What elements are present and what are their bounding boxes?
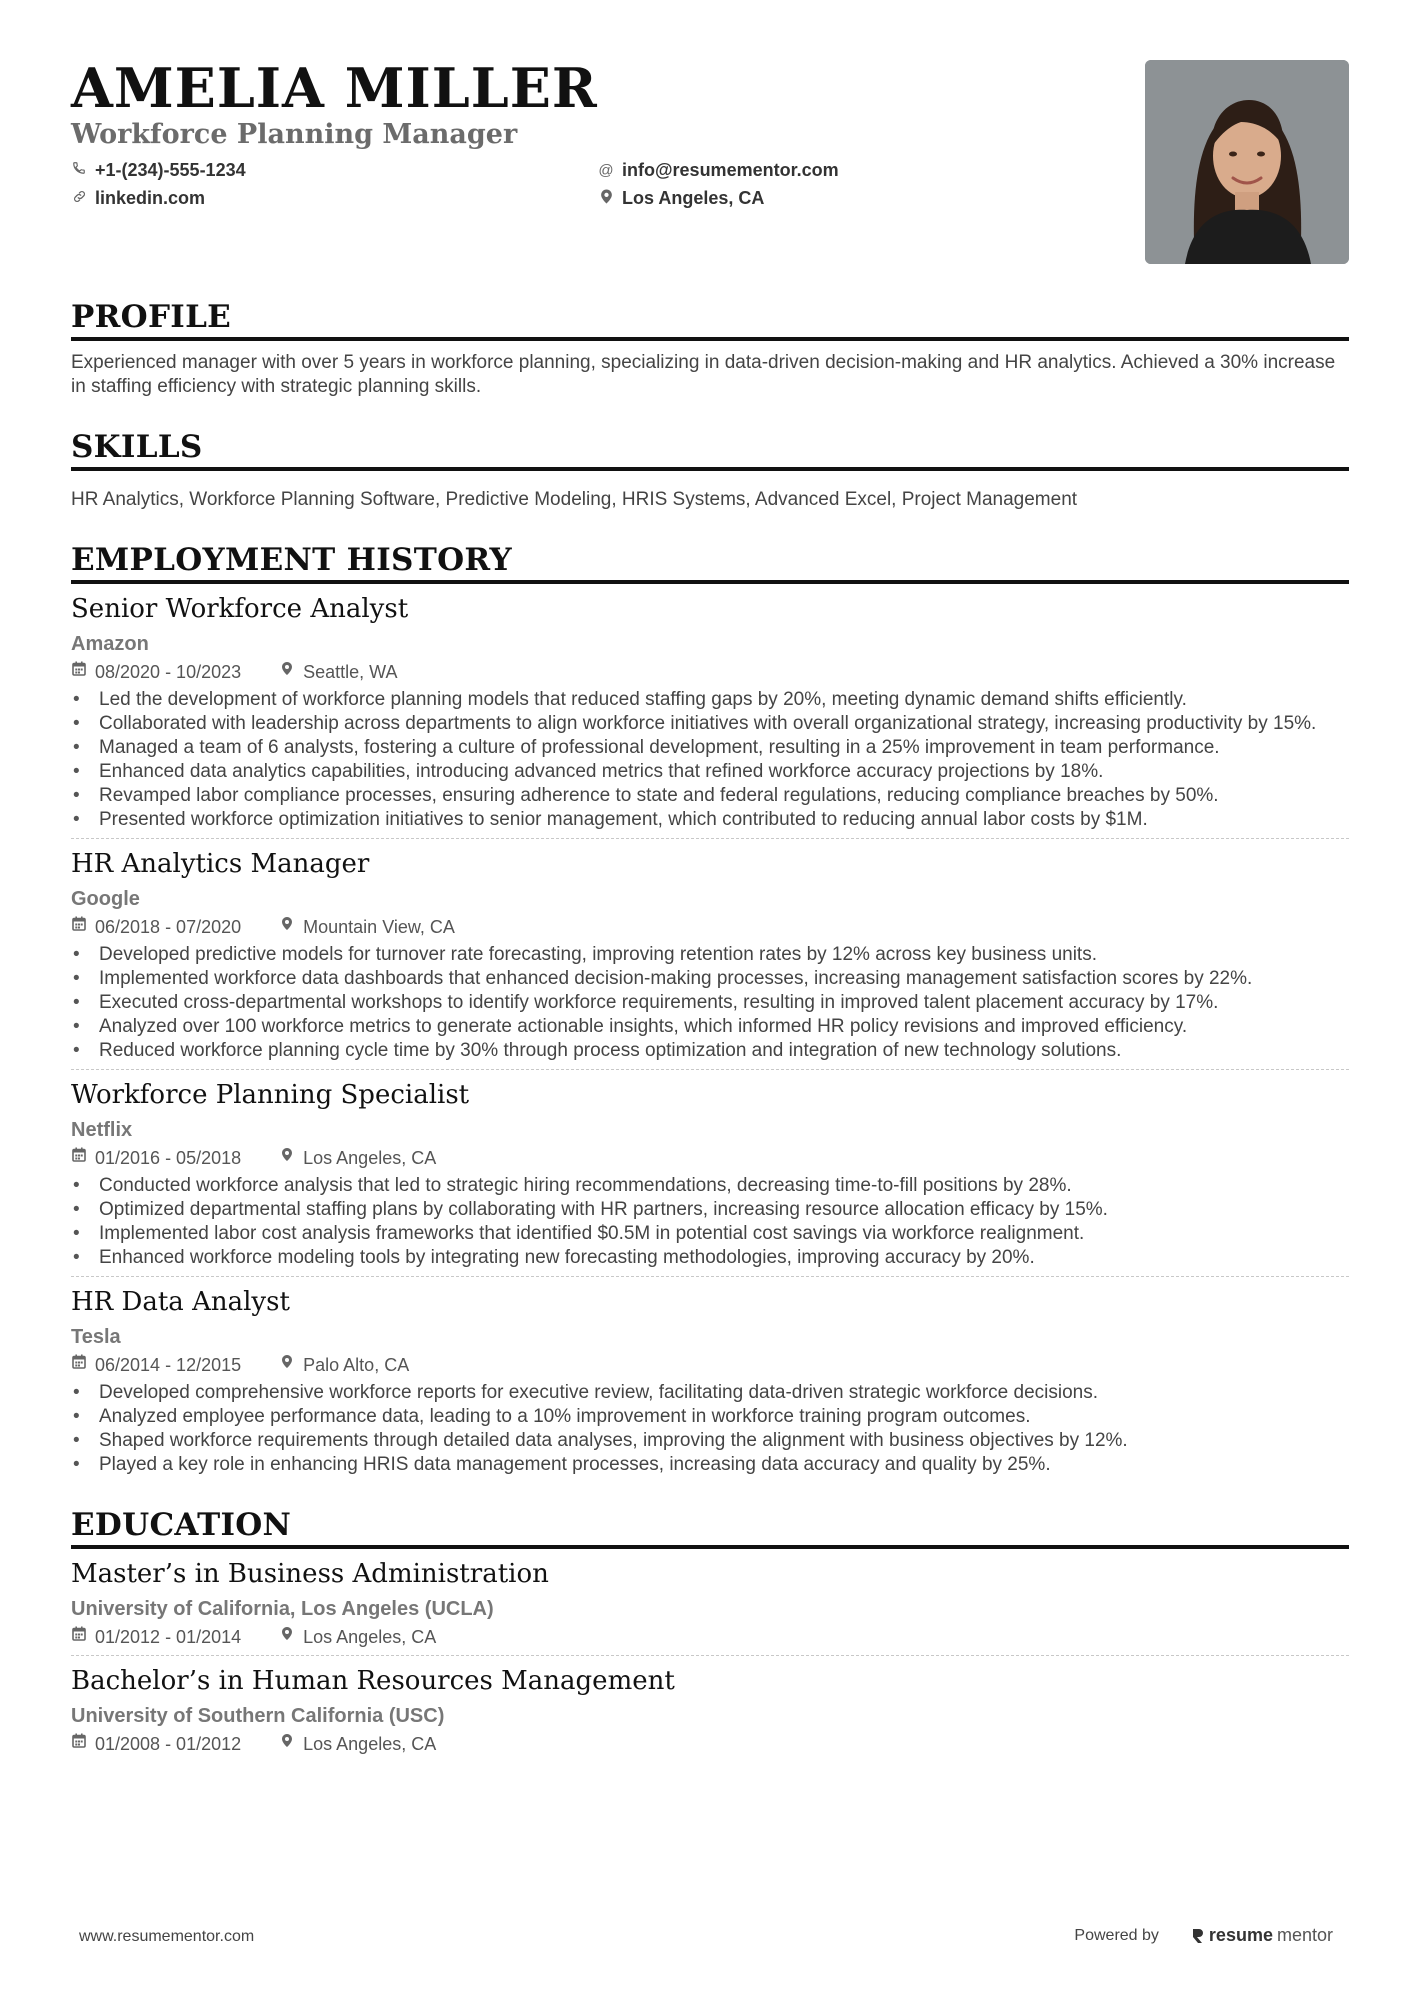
education-section — [71, 1507, 1349, 1762]
header — [71, 56, 1349, 209]
bullet-item: • Shaped workforce requirements through detailed data analyses, improving the alignment with business objectives by 12%. — [71, 1429, 1349, 1453]
entry-location: Los Angeles, CA — [303, 1147, 437, 1168]
map-pin-icon — [598, 189, 614, 208]
bullet-item: • Optimized departmental staffing plans by collaborating with HR partners, increasing resource allocation efficacy by 15%. — [71, 1198, 1349, 1222]
entry-meta — [71, 1732, 1349, 1756]
calendar-icon — [71, 1353, 87, 1377]
education-entry — [71, 1656, 1349, 1762]
bullet-list — [71, 1381, 1349, 1477]
entry-location: Seattle, WA — [303, 661, 398, 682]
section-heading-employment: EMPLOYMENT HISTORY — [71, 542, 1349, 584]
contact-email[interactable] — [598, 160, 998, 181]
entry-dates: 01/2016 - 05/2018 — [95, 1147, 242, 1168]
bullet-item: • Enhanced data analytics capabilities, introducing advanced metrics that refined workforce accuracy projections by 18%. — [71, 760, 1349, 784]
job-title: HR Analytics Manager — [71, 848, 370, 879]
bullet-item: • Enhanced workforce modeling tools by integrating new forecasting methodologies, improving accuracy by 20%. — [71, 1246, 1349, 1270]
profile-text: Experienced manager with over 5 years in workforce planning, specializing in data-driven decision-making and HR analytics. Achieved a 30% increase in staffing efficiency with strategic planning skills. — [71, 351, 1336, 397]
section-heading-skills: SKILLS — [71, 429, 1349, 471]
company-name: Netflix — [71, 1118, 133, 1141]
bullet-item: • Reduced workforce planning cycle time by 30% through process optimization and integration of new technology solutions. — [71, 1039, 1349, 1063]
entry-meta — [71, 1146, 1349, 1170]
job-list — [71, 584, 1349, 1483]
entry-meta — [71, 1353, 1349, 1377]
entry-meta — [71, 660, 1349, 684]
map-pin-icon — [279, 1146, 295, 1170]
school-name: University of Southern California (USC) — [71, 1704, 445, 1727]
bullet-item: • Led the development of workforce planning models that reduced staffing gaps by 20%, meeting dynamic demand shifts efficiently. — [71, 688, 1349, 712]
footer-powered — [1074, 1925, 1333, 1946]
brand-light: mentor — [1276, 1925, 1333, 1945]
bullet-item: • Conducted workforce analysis that led to strategic hiring recommendations, decreasing time-to-fill positions by 28%. — [71, 1174, 1349, 1198]
school-name: University of California, Los Angeles (UCLA) — [71, 1597, 494, 1620]
education-list — [71, 1549, 1349, 1762]
bullet-item: • Implemented workforce data dashboards that enhanced decision-making processes, increasing management satisfaction scores by 22%. — [71, 967, 1349, 991]
at-icon: @ — [598, 161, 614, 179]
contact-linkedin[interactable] — [71, 188, 598, 209]
degree-title: Master’s in Business Administration — [71, 1558, 549, 1589]
calendar-icon — [71, 1732, 87, 1756]
brand-mark-icon — [1191, 1927, 1205, 1945]
entry-dates: 01/2008 - 01/2012 — [95, 1733, 242, 1754]
contact-location — [598, 188, 998, 209]
job-title: Workforce Planning Specialist — [71, 1079, 470, 1110]
map-pin-icon — [279, 660, 295, 684]
map-pin-icon — [279, 1625, 295, 1649]
entry-dates: 08/2020 - 10/2023 — [95, 661, 242, 682]
calendar-icon — [71, 1146, 87, 1170]
section-heading-education: EDUCATION — [71, 1507, 1349, 1549]
bullet-item: • Developed comprehensive workforce reports for executive review, facilitating data-driven strategic workforce decisions. — [71, 1381, 1349, 1405]
footer-website[interactable]: www.resumementor.com — [79, 1928, 255, 1945]
bullet-item: • Analyzed employee performance data, leading to a 10% improvement in workforce training program outcomes. — [71, 1405, 1349, 1429]
education-entry — [71, 1549, 1349, 1656]
entry-meta — [71, 915, 1349, 939]
entry-meta — [71, 1625, 1349, 1649]
map-pin-icon — [279, 1732, 295, 1756]
bullet-item: • Played a key role in enhancing HRIS data management processes, increasing data accuracy and quality by 25%. — [71, 1453, 1349, 1477]
calendar-icon — [71, 915, 87, 939]
job-entry — [71, 584, 1349, 839]
section-heading-profile: PROFILE — [71, 299, 1349, 341]
degree-title: Bachelor’s in Human Resources Management — [71, 1665, 675, 1696]
powered-by-text: Powered by — [1074, 1926, 1159, 1944]
entry-dates: 01/2012 - 01/2014 — [95, 1626, 242, 1647]
entry-dates: 06/2018 - 07/2020 — [95, 916, 242, 937]
contact-phone — [71, 160, 598, 181]
phone-text: +1-(234)-555-1234 — [95, 159, 246, 180]
bullet-list — [71, 1174, 1349, 1270]
job-entry — [71, 1277, 1349, 1483]
candidate-name: AMELIA MILLER — [71, 56, 598, 120]
bullet-item: • Analyzed over 100 workforce metrics to generate actionable insights, which informed HR policy revisions and improved efficiency. — [71, 1015, 1349, 1039]
company-name: Tesla — [71, 1325, 121, 1348]
bullet-item: • Developed predictive models for turnover rate forecasting, improving retention rates by 12% across key business units. — [71, 943, 1349, 967]
entry-dates: 06/2014 - 12/2015 — [95, 1354, 242, 1375]
profile-section — [71, 299, 1349, 399]
entry-location: Mountain View, CA — [303, 916, 455, 937]
profile-photo — [1145, 60, 1349, 264]
entry-location: Los Angeles, CA — [303, 1626, 437, 1647]
map-pin-icon — [279, 1353, 295, 1377]
bullet-list — [71, 688, 1349, 832]
resume-page — [71, 56, 1349, 1762]
skills-section — [71, 429, 1349, 512]
brand-logo[interactable] — [1191, 1925, 1333, 1946]
job-title: HR Data Analyst — [71, 1286, 290, 1317]
employment-section — [71, 542, 1349, 1483]
brand-bold: resume — [1208, 1925, 1273, 1945]
linkedin-text[interactable]: linkedin.com — [95, 187, 206, 208]
entry-location: Los Angeles, CA — [303, 1733, 437, 1754]
skills-text: HR Analytics, Workforce Planning Software, Predictive Modeling, HRIS Systems, Advanced Excel, Project Management — [71, 488, 1078, 510]
phone-icon — [71, 161, 87, 179]
calendar-icon — [71, 1625, 87, 1649]
company-name: Amazon — [71, 632, 149, 655]
bullet-item: • Implemented labor cost analysis frameworks that identified $0.5M in potential cost savings via workforce realignment. — [71, 1222, 1349, 1246]
entry-location: Palo Alto, CA — [303, 1354, 410, 1375]
bullet-item: • Executed cross-departmental workshops to identify workforce requirements, resulting in improved talent placement accuracy by 17%. — [71, 991, 1349, 1015]
bullet-item: • Collaborated with leadership across departments to align workforce initiatives with overall organizational strategy, increasing productivity by 15%. — [71, 712, 1349, 736]
job-entry — [71, 1070, 1349, 1277]
bullet-item: • Presented workforce optimization initiatives to senior management, which contributed to reducing annual labor costs by $1M. — [71, 808, 1349, 832]
bullet-item: • Managed a team of 6 analysts, fostering a culture of professional development, resulting in a 25% improvement in team performance. — [71, 736, 1349, 760]
link-icon — [71, 189, 87, 208]
location-text: Los Angeles, CA — [622, 187, 765, 208]
job-entry — [71, 839, 1349, 1070]
email-text[interactable]: info@resumementor.com — [622, 159, 839, 180]
company-name: Google — [71, 887, 140, 910]
bullet-item: • Revamped labor compliance processes, ensuring adherence to state and federal regulations, reducing compliance breaches by 50%. — [71, 784, 1349, 808]
candidate-title: Workforce Planning Manager — [71, 118, 518, 150]
map-pin-icon — [279, 915, 295, 939]
job-title: Senior Workforce Analyst — [71, 593, 409, 624]
bullet-list — [71, 943, 1349, 1063]
calendar-icon — [71, 660, 87, 684]
